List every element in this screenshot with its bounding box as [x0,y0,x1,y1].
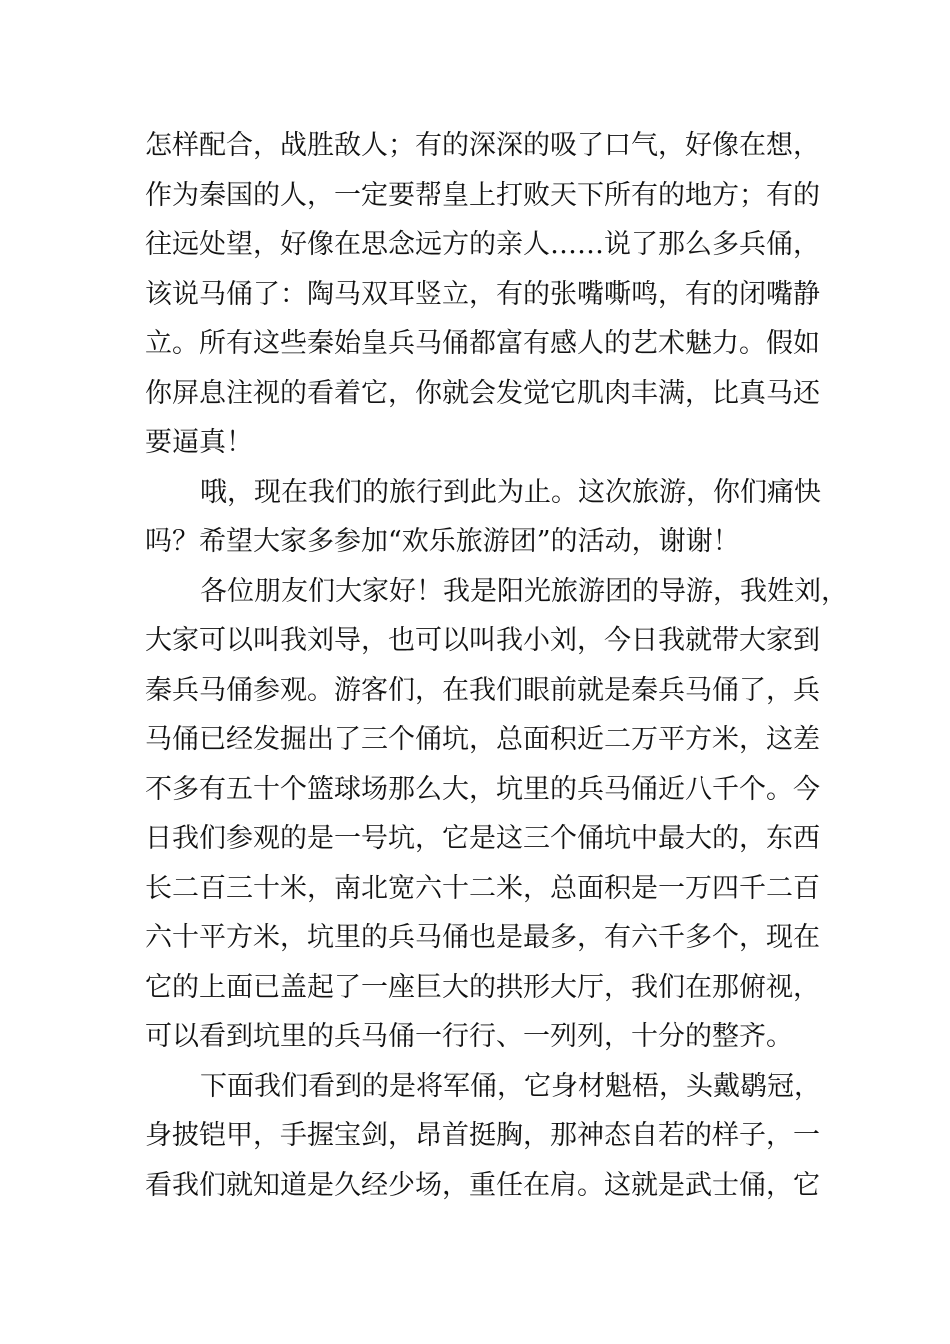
text-line: 身披铠甲，手握宝剑，昂首挺胸，那神态自若的样子，一 [145,1120,820,1151]
text-line: 它的上面已盖起了一座巨大的拱形大厅，我们在那俯视， [145,971,820,1003]
text-line: 不多有五十个篮球场那么大，坑里的兵马俑近八千个。今 [145,773,820,805]
text-line: 你屏息注视的看着它，你就会发觉它肌肉丰满，比真马还 [145,377,820,409]
text-line: 怎样配合，战胜敌人；有的深深的吸了口气，好像在想， [145,130,820,161]
document-body [145,121,848,1210]
text-line: 立。所有这些秦始皇兵马俑都富有感人的艺术魅力。假如 [145,328,820,359]
text-line: 要逼真！ [145,427,253,458]
text-line: 哦，现在我们的旅行到此为止。这次旅游，你们痛快 [200,476,821,508]
text-line: 往远处望，好像在思念远方的亲人……说了那么多兵俑， [145,229,820,260]
text-line: 看我们就知道是久经少场，重任在肩。这就是武士俑，它 [145,1169,820,1201]
text-line: 马俑已经发掘出了三个俑坑，总面积近二万平方米，这差 [145,724,820,755]
text-line: 日我们参观的是一号坑，它是这三个俑坑中最大的，东西 [145,823,820,854]
text-line: 六十平方米，坑里的兵马俑也是最多，有六千多个，现在 [145,922,820,953]
text-line: 可以看到坑里的兵马俑一行行、一列列，十分的整齐。 [145,1021,793,1052]
text-line: 该说马俑了：陶马双耳竖立，有的张嘴嘶鸣，有的闭嘴静 [145,278,820,310]
text-line: 大家可以叫我刘导，也可以叫我小刘，今日我就带大家到 [145,625,820,656]
text-line: 下面我们看到的是将军俑，它身材魁梧，头戴鹖冠， [200,1070,821,1102]
text-line: 长二百三十米，南北宽六十二米，总面积是一万四千二百 [145,872,820,904]
text-line: 各位朋友们大家好！我是阳光旅游团的导游，我姓刘， [200,575,848,607]
text-line: 秦兵马俑参观。游客们，在我们眼前就是秦兵马俑了，兵 [145,674,820,706]
text-line: 吗？希望大家多参加“欢乐旅游团”的活动，谢谢！ [145,526,740,557]
text-line: 作为秦国的人，一定要帮皇上打败天下所有的地方；有的 [145,179,820,211]
